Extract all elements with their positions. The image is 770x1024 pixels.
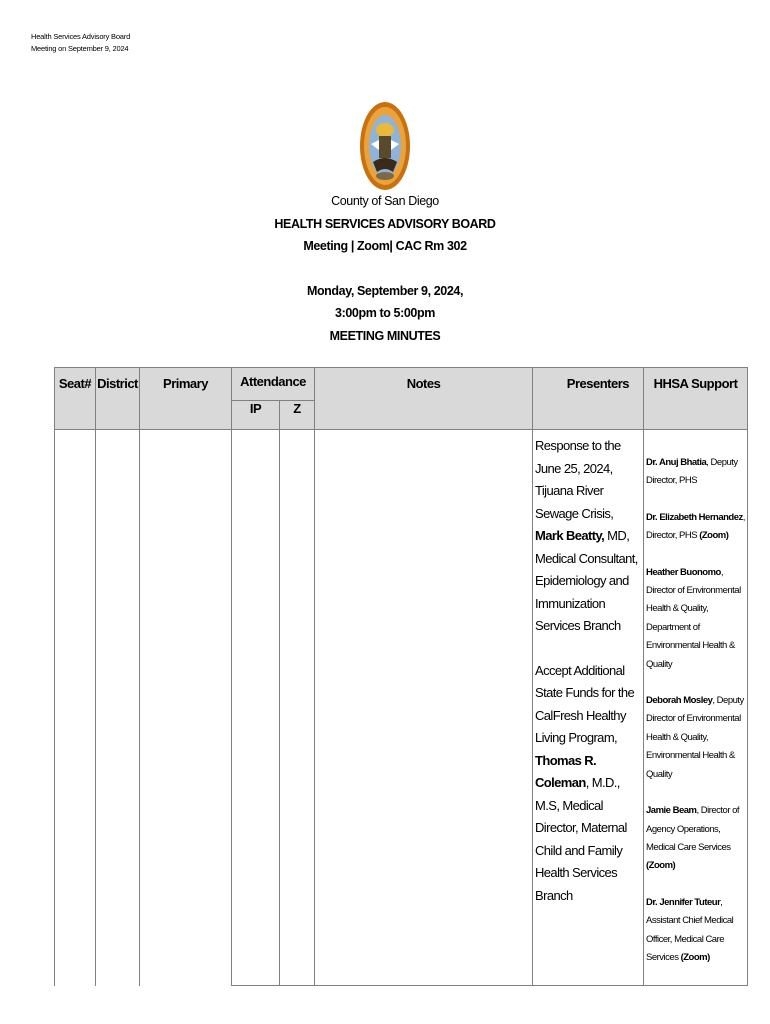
cell-seat xyxy=(55,430,96,986)
support-person: Heather Buonomo, Director of Environmental Health & Quality, Department of Environmental Health & Quality xyxy=(646,566,741,670)
header-notes: Notes xyxy=(315,368,533,430)
meeting-time: 3:00pm to 5:00pm xyxy=(335,306,435,320)
document-type: MEETING MINUTES xyxy=(329,328,441,343)
presenter-name: Thomas R. Coleman xyxy=(535,752,597,790)
header-zoom: Z xyxy=(280,401,315,430)
meeting-date: Monday, September 9, 2024, xyxy=(306,283,464,298)
running-header xyxy=(31,31,130,55)
header-seat: Seat# xyxy=(55,368,96,430)
header-hhsa-support: HHSA Support xyxy=(644,368,748,430)
cell-presenters xyxy=(533,430,644,986)
minutes-table xyxy=(54,367,748,986)
cell-district xyxy=(96,430,140,986)
meeting-location: Meeting | Zoom| CAC Rm 302 xyxy=(303,239,467,253)
support-person: Deborah Mosley, Deputy Director of Environmental Health & Quality, Environmental Health & Quality xyxy=(646,695,744,780)
header-district: District xyxy=(96,368,140,430)
header-attendance: Attendance xyxy=(232,368,315,401)
presenter-item: Accept Additional State Funds for the CalFresh Healthy Living Program, Thomas R. Coleman, M.D., M.S, Medical Director, Maternal Child and Family Health Services Branch xyxy=(535,662,635,903)
org-name: County of San Diego xyxy=(331,194,439,208)
presenter-item: Response to the June 25, 2024, Tijuana River Sewage Crisis, Mark Beatty, MD, Medical Consultant, Epidemiology and Immunization Services Branch xyxy=(535,438,638,633)
cell-notes xyxy=(315,430,533,986)
support-person: Jamie Beam, Director of Agency Operations, Medical Care Services (Zoom) xyxy=(646,805,740,872)
support-person: Dr. Jennifer Tuteur, Assistant Chief Medical Officer, Medical Care Services (Zoom) xyxy=(646,896,734,963)
support-person: Dr. Anuj Bhatia, Deputy Director, PHS xyxy=(646,457,738,487)
header-in-person: IP xyxy=(232,401,280,430)
presenter-name: Mark Beatty, xyxy=(535,528,605,543)
header-presenters: Presenters xyxy=(533,368,644,430)
cell-ip xyxy=(232,430,280,986)
header-primary: Primary xyxy=(140,368,232,430)
header-board-name: Health Services Advisory Board xyxy=(31,32,131,41)
meeting-title-block xyxy=(0,190,770,347)
header-meeting-date: Meeting on September 9, 2024 xyxy=(31,44,129,53)
support-person: Dr. Elizabeth Hernandez, Director, PHS (Zoom) xyxy=(646,511,745,542)
cell-z xyxy=(280,430,315,986)
county-seal-icon xyxy=(359,100,411,192)
board-name: HEALTH SERVICES ADVISORY BOARD xyxy=(274,216,496,231)
cell-primary xyxy=(140,430,232,986)
cell-hhsa-support xyxy=(644,430,748,986)
